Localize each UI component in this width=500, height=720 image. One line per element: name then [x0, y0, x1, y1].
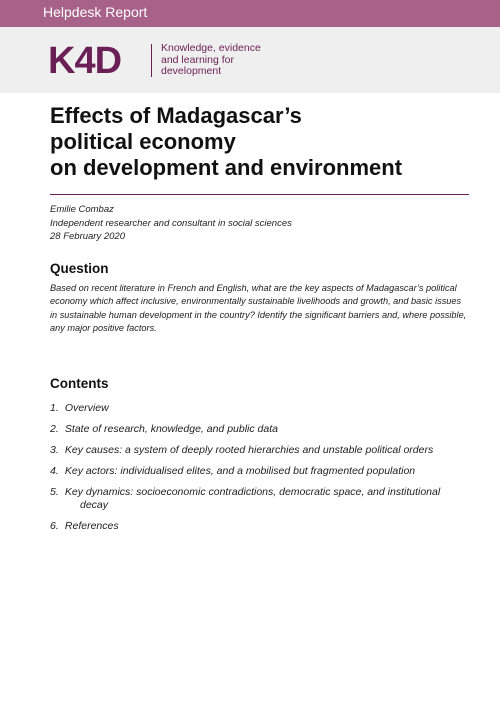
tagline-line: and learning for: [161, 53, 234, 66]
toc-item[interactable]: [50, 444, 470, 457]
question-text: Based on recent literature in French and English, what are the key aspects of Madagascar’s political economy which affect inclusive, environmentally sustainable livelihoods and growth, and basic issues in sustainable human development in the country? Identify the significant barriers and, where possible, any major positive factors.: [50, 283, 467, 334]
report-type-bar: [0, 0, 500, 27]
toc-label: References: [64, 520, 119, 532]
publication-date: 28 February 2020: [50, 231, 125, 242]
author-name: Emilie Combaz: [50, 204, 114, 215]
tagline-line: Knowledge, evidence: [161, 42, 261, 54]
toc-label: Key causes: a system of deeply rooted hierarchies and unstable political orders: [64, 444, 434, 456]
toc-label: Key actors: individualised elites, and a mobilised but fragmented population: [64, 465, 416, 477]
contents-heading: Contents: [50, 376, 109, 391]
toc-number: 5.: [50, 486, 59, 498]
toc-item[interactable]: [50, 423, 470, 436]
toc-number: 4.: [50, 465, 59, 477]
toc-item[interactable]: [50, 402, 470, 415]
title-divider: [50, 194, 469, 195]
title-line: political economy: [50, 129, 236, 154]
title-line: on development and environment: [50, 155, 403, 180]
logo-tagline: [161, 43, 301, 78]
toc-number: 2.: [50, 423, 59, 435]
author-affiliation: Independent researcher and consultant in social sciences: [50, 217, 292, 229]
toc-label: State of research, knowledge, and public data: [64, 423, 278, 435]
toc-number: 6.: [50, 520, 59, 532]
toc-label: Overview: [64, 402, 109, 414]
toc-label-continuation: decay: [80, 499, 109, 511]
toc-number: 1.: [50, 402, 59, 414]
k4d-logo: K4D: [48, 40, 122, 82]
logo-divider: [151, 44, 152, 77]
document-title: [50, 103, 470, 181]
question-heading: Question: [50, 261, 109, 276]
title-line: Effects of Madagascar’s: [50, 103, 302, 128]
table-of-contents: [50, 402, 470, 541]
document-meta: [50, 203, 470, 244]
toc-item[interactable]: [50, 520, 470, 533]
report-type-label: Helpdesk Report: [43, 4, 148, 20]
toc-number: 3.: [50, 444, 59, 456]
toc-label: Key dynamics: socioeconomic contradictions, democratic space, and institutional: [64, 486, 441, 498]
tagline-line: development: [161, 65, 222, 77]
toc-item[interactable]: [50, 486, 470, 512]
toc-item[interactable]: [50, 465, 470, 478]
